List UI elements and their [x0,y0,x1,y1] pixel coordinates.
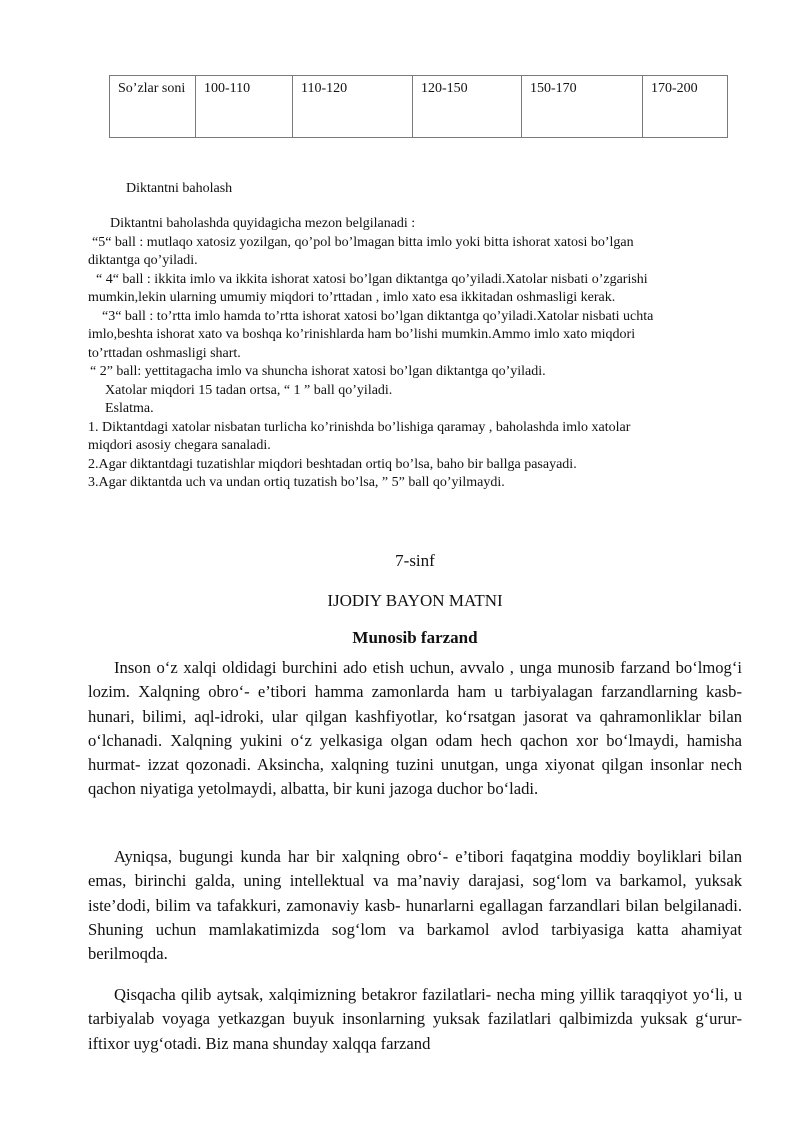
grading-line: imlo,beshta ishorat xato va boshqa ko’rinishlarda ham bo’lishi mumkin.Ammo imlo xato miqdori [88,327,636,342]
paragraph [88,656,742,802]
table-cell: So’zlar soni [110,76,196,138]
grading-line: Xatolar miqdori 15 tadan ortsa, “ 1 ” ball qo’yiladi. [105,382,393,398]
table-cell: 170-200 [643,76,728,138]
grading-line: miqdori asosiy chegara sanaladi. [88,438,271,453]
grading-line: “ 2” ball: yettitagacha imlo va shuncha ishorat xatosi bo’lgan diktantga qo’yiladi. [90,364,546,379]
grading-line: “3“ ball : to’rtta imlo hamda to’rtta ishorat xatosi bo’lgan diktantga qo’yiladi.Xatolar nisbati uchta [102,308,654,324]
table-cell: 150-170 [522,76,643,138]
table-cell: 100-110 [196,76,293,138]
paragraph [88,983,742,1056]
grading-line: mumkin,lekin ularning umumiy miqdori to’rttadan , imlo xato esa ikkitadan oshmasligi kerak. [88,290,616,305]
grading-line: “5“ ball : mutlaqo xatosiz yozilgan, qo’pol bo’lmagan bitta imlo yoki bitta ishorat xatosi bo’lgan [92,234,634,250]
grade-label: 7-sinf [395,551,435,570]
grading-line: to’rttadan oshmasligi shart. [88,345,241,361]
text-title: Munosib farzand [352,628,478,647]
paragraph-text: Qisqacha qilib aytsak, xalqimizning betakror fazilatlari- necha ming yillik taraqqiyot yo‘li, u tarbiyalab voyaga yetkazgan buyuk insonlarning yuksak fazilatlari qalbimizda yuksak g‘urur- iftixor uyg‘otadi. Biz mana shunday xalqqa farzand [88,985,742,1053]
paragraph [88,845,742,966]
grading-line: diktantga qo’yiladi. [88,253,198,268]
grading-intro: Diktantni baholashda quyidagicha mezon belgilanadi : [110,216,416,231]
table-cell: 120-150 [413,76,522,138]
grading-line: 1. Diktantdagi xatolar nisbatan turlicha ko’rinishda bo’lishiga qaramay , baholashda imlo xatolar [88,419,631,435]
paragraph-text: Ayniqsa, bugungi kunda har bir xalqning obro‘- e’tibori faqatgina moddiy boyliklari bilan emas, birinchi galda, uning intellektual va ma’naviy darajasi, sog‘lom va barkamol, yuksak iste’dodi, bilim va tafakkuri, zamonaviy kasb- hunarlarni egallagan farzandlari bilan belgilanadi. Shuning uchun mamlakatimizda sog‘lom va barkamol avlod tarbiyasiga katta ahamiyat berilmoqda. [88,847,742,964]
grading-criteria [88,215,728,493]
grading-line: Eslatma. [105,401,154,416]
text-type-label: IJODIY BAYON MATNI [327,591,503,610]
table-row [110,76,728,138]
paragraph-text: Inson o‘z xalqi oldidagi burchini ado etish uchun, avvalo , unga munosib farzand bo‘lmog‘i lozim. Xalqning obro‘- e’tibori hamma zamonlarda ham u tarbiyalagan farzandlarning kasb-hunari, bilimi, aql-idroki, ular qilgan kashfiyotlar, ko‘rsatgan jasorat va qahramonliklar bilan o‘lchanadi. Xalqning yukini o‘z yelkasiga olgan odam hech qachon xor bo‘lmaydi, hamisha hurmat- izzat qozonadi. Aksincha, xalqning tuzini unutgan, unga xiyonat qilgan insonlar nech qachon niyatiga yetolmaydi, albatta, bir kuni jazoga duchor bo‘ladi. [88,658,742,799]
table-cell: 110-120 [293,76,413,138]
grading-line: 2.Agar diktantdagi tuzatishlar miqdori beshtadan ortiq bo’lsa, baho bir ballga pasayadi. [88,456,577,472]
grading-line: “ 4“ ball : ikkita imlo va ikkita ishorat xatosi bo’lgan diktantga qo’yiladi.Xatolar nisbati o’zgarishi [96,271,648,287]
word-count-table [109,75,728,138]
grading-line: 3.Agar diktantda uch va undan ortiq tuzatish bo’lsa, ” 5” ball qo’yilmaydi. [88,475,505,490]
grading-heading: Diktantni baholash [126,181,233,196]
